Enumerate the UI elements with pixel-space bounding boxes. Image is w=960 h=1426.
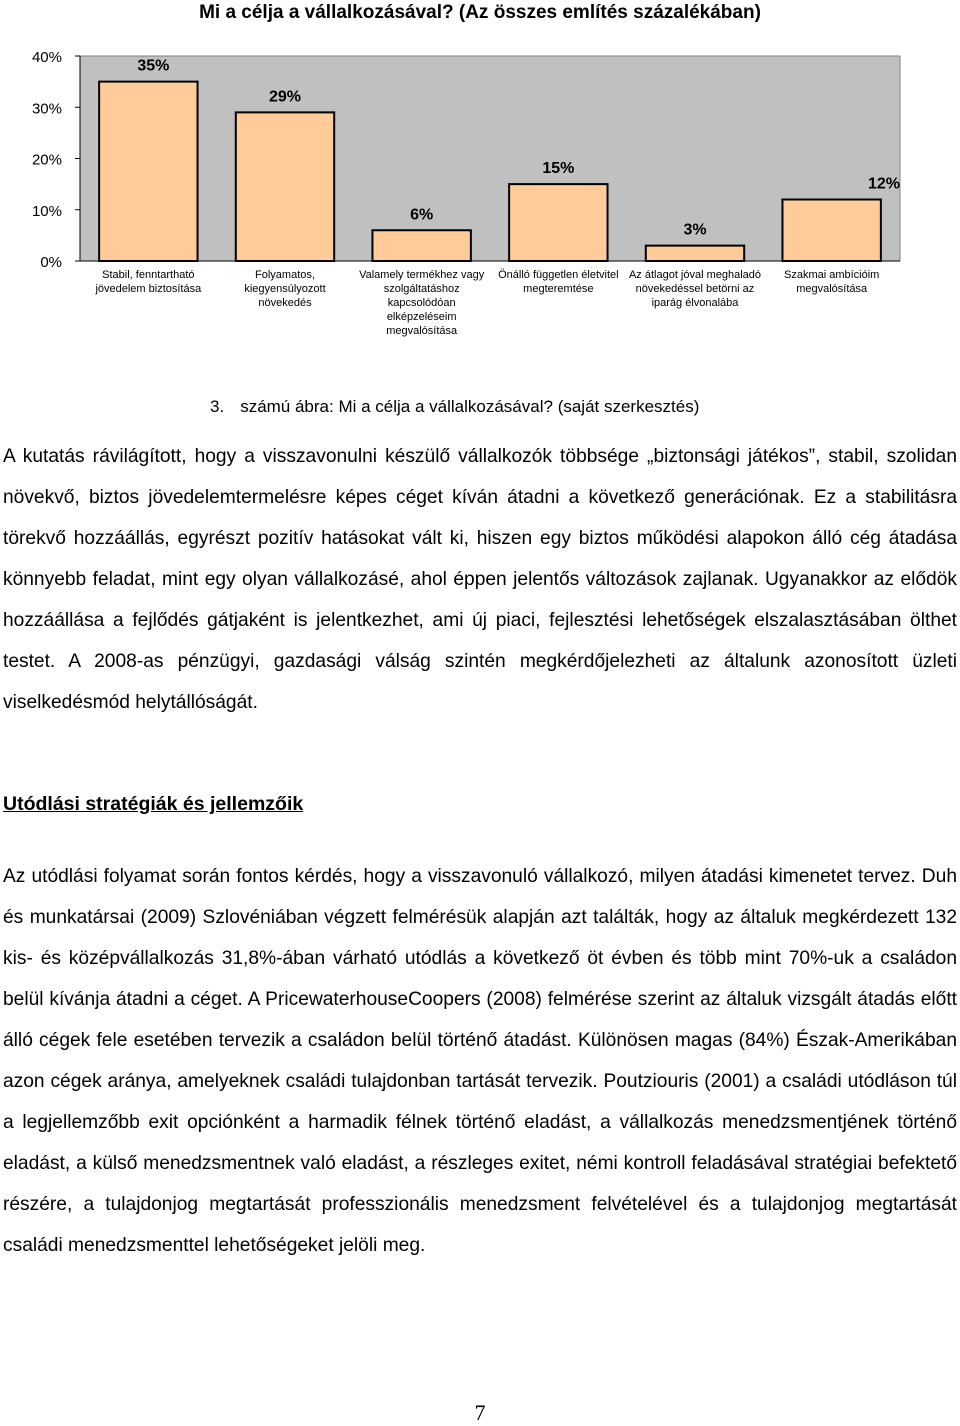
bar	[99, 82, 197, 261]
figure-title: számú ábra: Mi a célja a vállalkozásával?	[240, 397, 553, 416]
y-tick-label: 20%	[31, 151, 62, 169]
x-category-label: iparág élvonalába	[651, 297, 739, 309]
x-category-label: kapcsolódóan	[387, 297, 456, 309]
bar	[236, 112, 334, 261]
bar	[782, 200, 880, 262]
bar	[509, 184, 607, 261]
data-label: 35%	[137, 57, 170, 75]
bar	[372, 230, 470, 261]
bar	[646, 246, 744, 261]
x-category-label: növekedés	[258, 297, 312, 309]
x-category-label: Szakmai ambícióim	[783, 269, 880, 281]
x-category-label: Az átlagot jóval meghaladó	[628, 269, 762, 281]
page-number: 7	[474, 1400, 486, 1425]
body-paragraph-1: A kutatás rávilágított, hogy a visszavonulni készülő vállalkozók többsége „biztonsági játékos”, stabil, szolidan növekvő, biztos jövedelemtermelésre képes céget kíván átadni a következő generációnak. Ez a stabilitásra törekvő hozzáállás, egyrészt pozitív hatásokat vált ki, hiszen egy biztos működési alapokon álló cég átadása könnyebb feladat, mint egy olyan vállalkozásé, ahol éppen jelentős változások zajlanak. Ugyanakkor az elődök hozzáállása a fejlődés gátjaként is jelentkezhet, ami új piaci, fejlesztési lehetőségek elszalasztásában ölthet testet. A 2008-as pénzügyi, gazdasági válság szintén megkérdőjelezheti az általunk azonosított üzleti viselkedésmód helytállóságát.	[3, 446, 957, 713]
data-label: 12%	[867, 175, 900, 193]
y-tick-label: 0%	[40, 254, 62, 271]
bar-chart	[0, 35, 960, 385]
x-category-label: Folyamatos,	[255, 269, 315, 281]
x-category-label: megteremtése	[523, 283, 594, 295]
chart-title: Mi a célja a vállalkozásával? (Az összes említés százalékában)	[199, 2, 761, 23]
plot-area	[80, 56, 900, 261]
data-label: 29%	[268, 88, 302, 106]
section-heading	[3, 793, 303, 816]
x-category-label: megvalósítása	[386, 325, 458, 337]
x-category-label: kiegyensúlyozott	[244, 283, 326, 295]
figure-number: 3.	[210, 397, 225, 416]
x-category-label: szolgáltatáshoz	[383, 283, 460, 295]
figure-caption	[210, 397, 699, 417]
x-category-label: Valamely termékhez vagy	[359, 269, 485, 281]
x-category-label: elképzeléseim	[386, 311, 457, 323]
x-category-label: jövedelem biztosítása	[95, 283, 202, 295]
data-label: 3%	[683, 221, 707, 239]
y-tick-label: 10%	[31, 202, 62, 220]
x-category-label: megvalósítása	[796, 283, 868, 295]
y-tick-label: 30%	[31, 100, 62, 118]
data-label: 6%	[410, 206, 434, 224]
data-label: 15%	[542, 160, 575, 178]
section-heading-text: Utódlási stratégiák és jellemzőik	[3, 793, 304, 815]
body-paragraph-2: Az utódlási folyamat során fontos kérdés, hogy a visszavonuló vállalkozó, milyen átadási kimenetet tervez. Duh és munkatársai (2009) Szlovéniában végzett felmérésük alapján azt találták, hogy az általuk megkérdezett 132 kis- és középvállalkozás 31,8%-ában várható utódlás a következő öt évben és több mint 70%-uk a családon belül kívánja átadni a céget. A PricewaterhouseCoopers (2008) felmérése szerint az általuk vizsgált átadás előtt álló cégek fele esetében tervezik a családon belül történő átadást. Különösen magas (84%) Észak-Amerikában azon cégek aránya, amelyeknek családi tulajdonban tartását tervezik. Poutziouris (2001) a családi utódláson túl a legjellemzőbb exit opciónként a harmadik félnek történő eladást, a vállalkozás menedzsmentjének történő eladást, a külső menedzsmentnek való eladást, a részleges exitet, némi kontroll feladásával stratégiai befektető részére, a tulajdonjog megtartását professzionális menedzsment felvételével és a tulajdonjog megtartását családi menedzsmenttel lehetőségeket jelöli meg.	[3, 866, 957, 1256]
x-category-label: Stabil, fenntartható	[102, 269, 195, 281]
x-category-label: növekedéssel betörni az	[635, 283, 755, 295]
figure-source: (saját szerkesztés)	[557, 397, 700, 416]
y-tick-label: 40%	[31, 49, 62, 66]
x-category-label: Önálló független életvitel	[498, 269, 619, 281]
